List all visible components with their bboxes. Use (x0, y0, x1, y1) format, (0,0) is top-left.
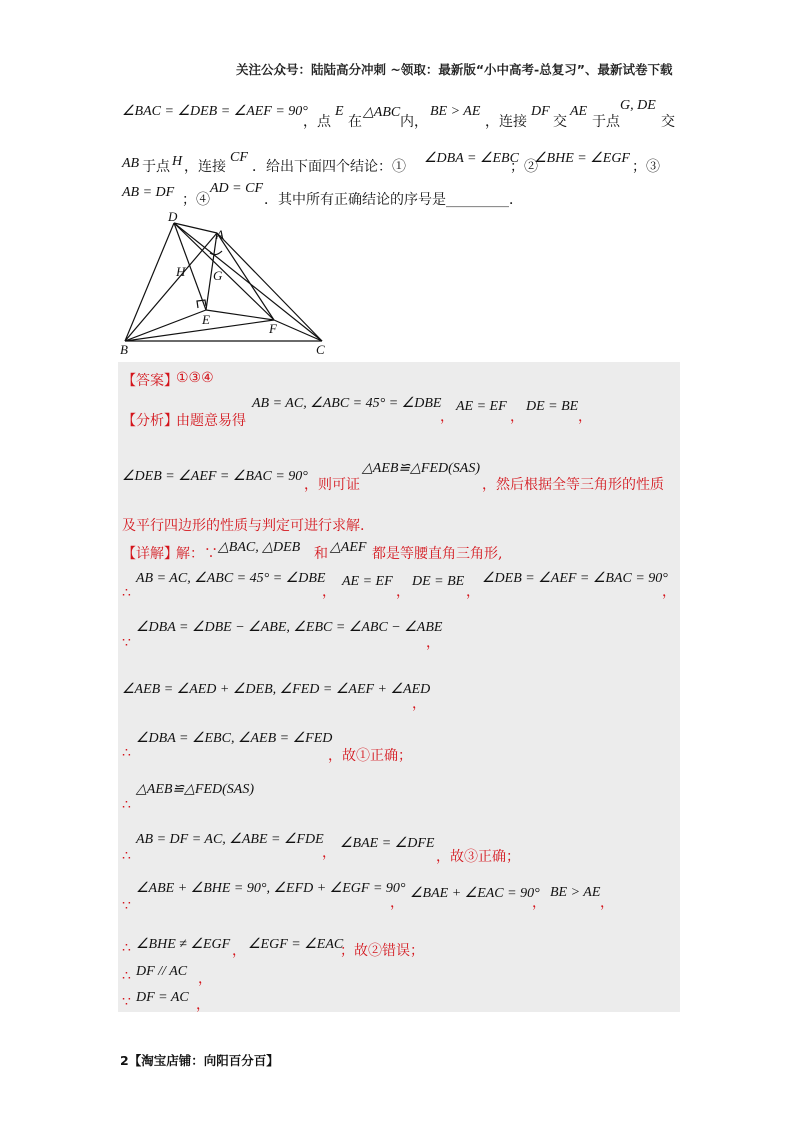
detail-equation: BE > AE (550, 885, 601, 900)
therefore-symbol: ∴ (122, 968, 131, 984)
label-e: E (202, 312, 210, 327)
detail-equation: DF = AC (136, 990, 189, 1005)
question-text: ；③ (632, 159, 660, 175)
question-text: ，连接 (184, 159, 226, 175)
analysis-comma: ， (440, 409, 454, 425)
point-g-segment-de: G, DE (620, 98, 656, 113)
analysis-equation: DE = BE (526, 399, 579, 414)
label-a: A (216, 227, 224, 242)
analysis-comma: ， (510, 409, 524, 425)
question-text: 于点 (142, 159, 170, 175)
inequality: BE > AE (430, 104, 481, 119)
conclusion-2: ∠BHE = ∠EGF (534, 151, 630, 166)
detail-conclusion-1: ，故①正确； (328, 748, 412, 764)
detail-text: 都是等腰直角三角形, (372, 546, 503, 562)
detail-comma: ， (466, 584, 480, 600)
detail-comma: ， (600, 895, 614, 911)
question-text: ；② (510, 159, 538, 175)
detail-equation: AB = DF = AC, ∠ABE = ∠FDE (136, 832, 324, 847)
segment-ef-line (206, 310, 274, 320)
therefore-symbol: ∴ (122, 585, 131, 601)
therefore-symbol: ∴ (122, 848, 131, 864)
detail-comma: ， (322, 584, 336, 600)
conclusion-4: AD = CF (210, 181, 263, 196)
detail-equation: ∠EGF = ∠EAC (248, 937, 344, 952)
question-text: 交 (553, 114, 567, 130)
segment-be-line (125, 310, 206, 341)
detail-equation: DE = BE (412, 574, 465, 589)
segment-af-line (217, 233, 274, 320)
point-h: H (172, 154, 183, 169)
segment-bf-line (125, 320, 274, 341)
segment-df-line (174, 223, 274, 320)
analysis-equation: AB = AC, ∠ABC = 45° = ∠DBE (252, 396, 442, 411)
segment-fc-line (274, 320, 322, 341)
segment-db-line (125, 223, 174, 341)
label-g: G (213, 268, 223, 283)
detail-triangles: △BAC, △DEB (218, 540, 301, 555)
detail-text: 和 (314, 546, 328, 562)
therefore-symbol: ∴ (122, 797, 131, 813)
detail-conclusion-3: ，故③正确； (436, 849, 520, 865)
detail-equation: ∠BHE ≠ ∠EGF (136, 937, 231, 952)
because-symbol: ∵ (122, 898, 131, 914)
segment-df: DF (531, 104, 550, 119)
question-text: 内， (400, 114, 428, 130)
analysis-equation: AE = EF (456, 399, 507, 414)
angle-equation: ∠BAC = ∠DEB = ∠AEF = 90° (122, 104, 308, 119)
detail-equation: ∠ABE + ∠BHE = 90°, ∠EFD + ∠EGF = 90° (136, 881, 406, 896)
detail-equation: ∠DBA = ∠DBE − ∠ABE, ∠EBC = ∠ABC − ∠ABE (136, 620, 443, 635)
label-b: B (120, 342, 128, 357)
triangle-abc: △ABC (363, 105, 401, 120)
question-text: ．给出下面四个结论：① (252, 159, 406, 175)
segment-ae: AE (570, 104, 588, 119)
detail-congruence: △AEB≌△FED(SAS) (136, 782, 255, 797)
question-text: ，连接 (485, 114, 527, 130)
detail-comma: ， (390, 895, 404, 911)
detail-equation: ∠AEB = ∠AED + ∠DEB, ∠FED = ∠AEF + ∠AED (122, 682, 431, 697)
detail-equation: ∠DBA = ∠EBC, ∠AEB = ∠FED (136, 731, 333, 746)
detail-triangle-aef: △AEF (330, 540, 367, 555)
answer-label: 【答案】 (122, 373, 178, 389)
question-text: 于点 (592, 114, 620, 130)
label-f: F (269, 321, 277, 336)
answer-value: ①③④ (176, 370, 214, 386)
detail-equation: ∠BAE + ∠EAC = 90° (410, 886, 540, 901)
detail-comma: ， (532, 895, 546, 911)
label-h: H (176, 264, 186, 279)
detail-parallel: DF // AC (136, 964, 188, 979)
question-text: ．其中所有正确结论的序号是_________． (264, 192, 523, 208)
therefore-symbol: ∴ (122, 940, 131, 956)
question-text: ；④ (182, 192, 210, 208)
detail-comma: ， (198, 971, 212, 987)
analysis-comma: ， (578, 409, 592, 425)
detail-equation: ∠BAE = ∠DFE (340, 836, 435, 851)
detail-comma: ， (412, 696, 426, 712)
detail-equation: AB = AC, ∠ABC = 45° = ∠DBE (136, 571, 326, 586)
analysis-text: 及平行四边形的性质与判定可进行求解. (122, 518, 365, 534)
analysis-text: ，则可证 (304, 477, 360, 493)
point-e: E (335, 104, 344, 119)
conclusion-3: AB = DF (122, 185, 175, 200)
geometry-figure (110, 205, 340, 360)
analysis-text: 由题意易得 (176, 413, 246, 429)
because-symbol: ∵ (122, 635, 131, 651)
analysis-equation: ∠DEB = ∠AEF = ∠BAC = 90° (122, 469, 308, 484)
therefore-symbol: ∴ (122, 745, 131, 761)
segment-cf: CF (230, 150, 248, 165)
detail-comma: ， (426, 635, 440, 651)
question-text: ，点 (303, 114, 331, 130)
segment-ab: AB (122, 156, 140, 171)
analysis-congruence: △AEB≌△FED(SAS) (362, 461, 481, 476)
because-symbol: ∵ (122, 994, 131, 1010)
detail-equation: AE = EF (342, 574, 393, 589)
detail-label: 【详解】 (122, 546, 178, 562)
analysis-label: 【分析】 (122, 413, 178, 429)
detail-comma: ， (232, 943, 246, 959)
question-text: 交 (661, 114, 675, 130)
detail-equation: ∠DEB = ∠AEF = ∠BAC = 90° (482, 571, 668, 586)
detail-comma: ， (662, 584, 676, 600)
detail-comma: ， (396, 584, 410, 600)
question-text: 在 (348, 114, 362, 130)
page-footer: 2【淘宝店铺：向阳百分百】 (120, 1053, 279, 1068)
page-header: 关注公众号：陆陆高分冲刺 ~领取：最新版“小中高考-总复习”、最新试卷下载 (236, 62, 673, 77)
analysis-text: ，然后根据全等三角形的性质 (482, 477, 664, 493)
detail-comma: ， (322, 845, 336, 861)
label-c: C (316, 342, 325, 357)
detail-conclusion-2: ；故②错误； (340, 943, 424, 959)
conclusion-1: ∠DBA = ∠EBC (424, 151, 519, 166)
detail-comma: ， (196, 997, 210, 1013)
detail-text: 解：∵ (176, 546, 218, 562)
label-d: D (168, 209, 178, 224)
